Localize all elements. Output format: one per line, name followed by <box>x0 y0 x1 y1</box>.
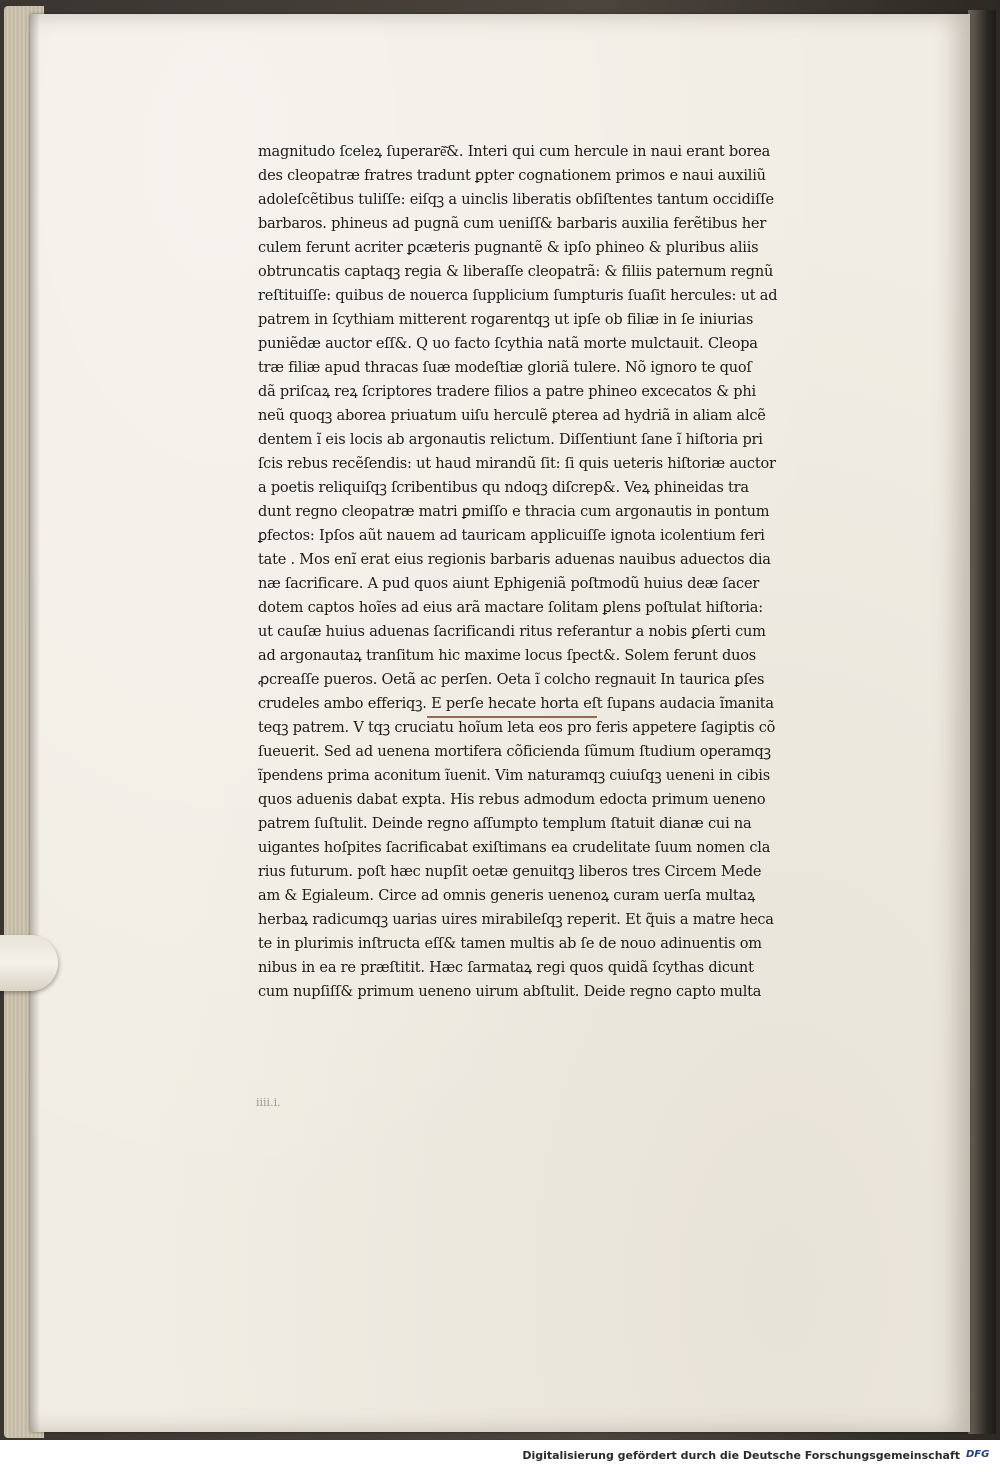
scan-clip-tab <box>0 935 58 991</box>
binding-edge <box>968 10 996 1434</box>
text-line: træ filiæ apud thracas ſuæ modeſtiæ gloriã tulere. Nõ ignoro te quoſ <box>258 360 752 376</box>
text-line: ſcis rebus recẽſendis: ut haud mirandũ ſit: ſi quis ueteris hiſtoriæ auctor <box>258 456 776 472</box>
text-line: barbaros. phineus ad pugnã cum ueniſſ& barbaris auxilia ferẽtibus her <box>258 216 767 232</box>
text-line: obtruncatis captaqꝫ regia & liberaſſe cleopatrã: & filiis paternum regnũ <box>258 264 774 280</box>
text-line: herbaꝝ radicumqꝫ uarias uires mirabileſqꝫ reperit. Et q̃uis a matre heca <box>258 912 774 928</box>
text-line: a poetis reliquiſqꝫ ſcribentibus qu ndoqꝫ diſcrep&. Veꝝ phineidas tra <box>258 480 749 496</box>
text-line: rius futurum. poſt hæc nupſit oetæ genuitqꝫ liberos tres Circem Mede <box>258 864 762 880</box>
footer-bar <box>0 1440 1000 1472</box>
text-line: puniẽdæ auctor eſſ&. Q uo facto ſcythia natã morte mulctauit. Cleopa <box>258 336 758 352</box>
ink-underline <box>427 716 597 718</box>
text-line: ad argonautaꝝ tranſitum hic maxime locus ſpect&. Solem ferunt duos <box>258 648 757 664</box>
text-line: adoleſcẽtibus tuliſſe: eiſqꝫ a uinclis liberatis obſiſtentes tantum occidiſſe <box>258 192 774 208</box>
text-line: ut cauſæ huius aduenas ſacrificandi ritus referantur a nobis ꝑſerti cum <box>258 624 766 640</box>
text-line: tate . Mos enĩ erat eius regionis barbaris aduenas nauibus aduectos dia <box>258 552 771 568</box>
text-line: des cleopatræ fratres tradunt ꝑpter cognationem primos e naui auxiliũ <box>258 168 766 184</box>
text-line: neũ quoqꝫ aborea priuatum uiſu herculẽ ꝑterea ad hydriã in aliam alcẽ <box>258 408 766 424</box>
text-line: patrem in ſcythiam mitterent rogarentqꝫ ut ipſe ob filiæ in ſe iniurias <box>258 312 754 328</box>
signature-mark: iiii.i. <box>256 1096 281 1109</box>
text-line: crudeles ambo efferiqꝫ. E perſe hecate horta eſt ſupans audacia ĩmanita <box>258 696 774 712</box>
text-block <box>258 140 858 1004</box>
text-line: dã priſcaꝝ reꝝ ſcriptores tradere filios a patre phineo excecatos & phi <box>258 384 756 400</box>
text-line: am & Egialeum. Circe ad omnis generis uenenoꝝ curam uerſa multaꝝ <box>258 888 756 904</box>
text-line: ĩpendens prima aconitum ĩuenit. Vim naturamqꝫ cuiuſqꝫ ueneni in cibis <box>258 768 770 784</box>
text-line: quos aduenis dabat expta. His rebus admodum edocta primum ueneno <box>258 792 766 808</box>
text-line: dunt regno cleopatræ matri ꝑmiſſo e thracia cum argonautis in pontum <box>258 504 770 520</box>
text-line: ꝑfectos: Ipſos aũt nauem ad tauricam applicuiſſe ignota icolentium feri <box>258 528 765 544</box>
text-line: patrem ſuſtulit. Deinde regno aſſumpto templum ſtatuit dianæ cui na <box>258 816 752 832</box>
text-line: nibus in ea re præſtitit. Hæc ſarmataꝝ regi quos quidã ſcythas dicunt <box>258 960 754 976</box>
dfg-logo: DFG <box>966 1449 990 1460</box>
text-line: te in plurimis inſtructa eſſ& tamen multis ab ſe de nouo adinuentis om <box>258 936 762 952</box>
text-line: teqꝫ patrem. V tqꝫ cruciatu hoĩum leta eos pro feris appetere ſagiptis cõ <box>258 720 776 736</box>
text-line: uigantes hoſpites ſacrificabat exiſtimans ea crudelitate ſuum nomen cla <box>258 840 771 856</box>
text-line: culem ferunt acriter ꝑcæteris pugnantẽ & ipſo phineo & pluribus aliis <box>258 240 759 256</box>
text-line: reſtituiſſe: quibus de nouerca ſupplicium ſumpturis ſuaſit hercules: ut ad <box>258 288 778 304</box>
footer-credit: Digitalisierung gefördert durch die Deutsche Forschungsgemeinschaft <box>522 1449 960 1462</box>
text-line: dotem captos hoĩes ad eius arã mactare ſolitam ꝑlens poſtulat hiſtoria: <box>258 600 763 616</box>
page-fold-shadow <box>30 14 40 1432</box>
text-line: ꝓcreaſſe pueros. Oetã ac perſen. Oeta ĩ colcho regnauit In taurica ꝑſes <box>258 672 765 688</box>
text-line: ſueuerit. Sed ad uenena mortifera cõficienda ſũmum ſtudium operamqꝫ <box>258 744 771 760</box>
text-line: cum nupſiſſ& primum ueneno uirum abſtulit. Deide regno capto multa <box>258 984 762 1000</box>
text-line: næ ſacrificare. A pud quos aiunt Ephigeniã poſtmodũ huius deæ ſacer <box>258 576 760 592</box>
text-line: dentem ĩ eis locis ab argonautis relictum. Diſſentiunt ſane ĩ hiſtoria pri <box>258 432 763 448</box>
text-line: magnitudo ſceleꝝ ſuperarẽ͂&. Interi qui cum hercule in naui erant borea <box>258 144 771 160</box>
